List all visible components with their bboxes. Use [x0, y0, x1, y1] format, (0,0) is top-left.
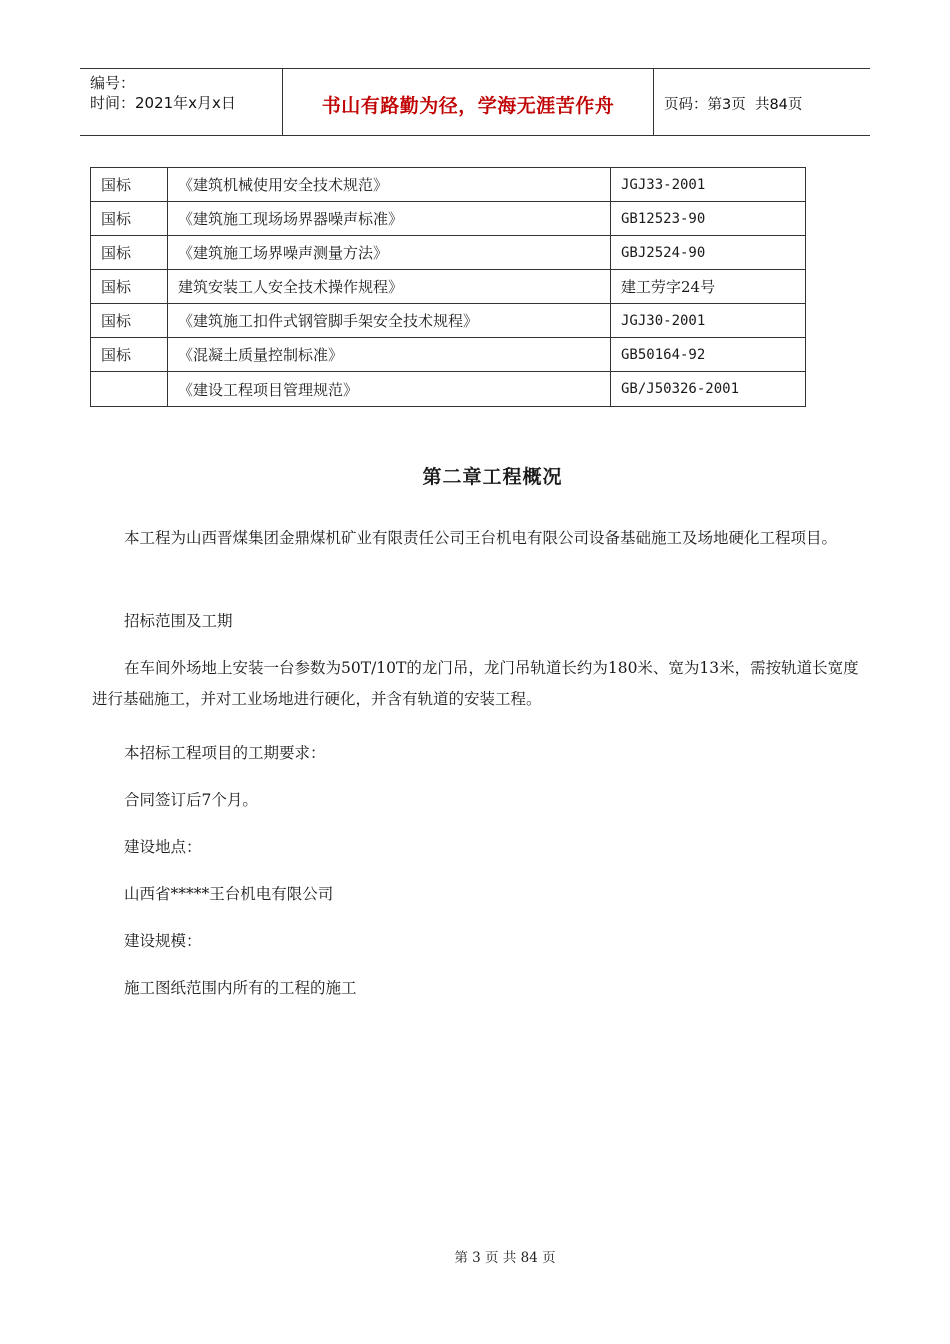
standard-code-cell: GB12523-90: [611, 202, 806, 236]
table-row: [91, 372, 806, 407]
standard-name-cell: 《建筑机械使用安全技术规范》: [168, 168, 611, 202]
standard-type-cell: 国标: [91, 236, 168, 270]
table-row: [91, 338, 806, 372]
standard-code-cell: JGJ33-2001: [611, 168, 806, 202]
scope-section-body: [92, 653, 862, 715]
page-footer: 第 3 页 共 84 页: [454, 1250, 556, 1266]
standard-code-cell: GB50164-92: [611, 338, 806, 372]
standard-type-cell: 国标: [91, 304, 168, 338]
header-meta: [80, 69, 282, 135]
standards-table: [90, 167, 806, 407]
standard-code-cell: 建工劳字24号: [611, 270, 806, 304]
scale-value-block: [92, 973, 862, 1004]
table-row: [91, 202, 806, 236]
scope-paragraph: 在车间外场地上安装一台参数为50T/10T的龙门吊，龙门吊轨道长约为180米、宽为13米，需按轨道长宽度进行基础施工，并对工业场地进行硬化，并含有轨道的安装工程。: [92, 659, 859, 708]
standard-name-cell: 《建设工程项目管理规范》: [168, 372, 611, 407]
standard-name-cell: 《建筑施工扣件式钢管脚手架安全技术规程》: [168, 304, 611, 338]
table-row: [91, 270, 806, 304]
header-date-label: 时间：2021年x月x日: [90, 94, 236, 112]
standard-type-cell: 国标: [91, 270, 168, 304]
scale-heading: 建设规模：: [124, 932, 202, 950]
scale-value: 施工图纸范围内所有的工程的施工: [124, 979, 357, 997]
project-description-paragraph: 本工程为山西晋煤集团金鼎煤机矿业有限责任公司王台机电有限公司设备基础施工及场地硬化工程项目。: [124, 529, 838, 547]
standard-type-cell: [91, 372, 168, 407]
header-number-label: 编号：: [90, 74, 136, 92]
chapter-body: [92, 523, 862, 554]
location-value-block: [92, 879, 862, 910]
chapter-title: 第二章工程概况: [422, 466, 563, 488]
header-page-info: 页码：第3页 共84页: [664, 96, 803, 113]
standard-code-cell: JGJ30-2001: [611, 304, 806, 338]
scope-heading: 招标范围及工期: [124, 612, 233, 630]
scale-section: [92, 926, 862, 957]
standard-name-cell: 《建筑施工现场场界器噪声标准》: [168, 202, 611, 236]
table-row: [91, 168, 806, 202]
scope-section: [92, 606, 862, 637]
table-row: [91, 236, 806, 270]
duration-value: 合同签订后7个月。: [124, 791, 258, 809]
standard-type-cell: 国标: [91, 168, 168, 202]
standard-name-cell: 《混凝土质量控制标准》: [168, 338, 611, 372]
duration-value-block: [92, 785, 862, 816]
standard-code-cell: GB/J50326-2001: [611, 372, 806, 407]
table-row: [91, 304, 806, 338]
page-header: [80, 68, 870, 136]
standard-type-cell: 国标: [91, 202, 168, 236]
standard-name-cell: 建筑安装工人安全技术操作规程》: [168, 270, 611, 304]
standard-name-cell: 《建筑施工场界噪声测量方法》: [168, 236, 611, 270]
header-motto: 书山有路勤为径，学海无涯苦作舟: [282, 69, 654, 135]
duration-heading: 本招标工程项目的工期要求：: [124, 744, 326, 762]
standard-type-cell: 国标: [91, 338, 168, 372]
location-heading: 建设地点：: [124, 838, 202, 856]
standard-code-cell: GBJ2524-90: [611, 236, 806, 270]
location-value: 山西省*****王台机电有限公司: [124, 885, 334, 903]
location-section: [92, 832, 862, 863]
duration-section: [92, 738, 862, 769]
